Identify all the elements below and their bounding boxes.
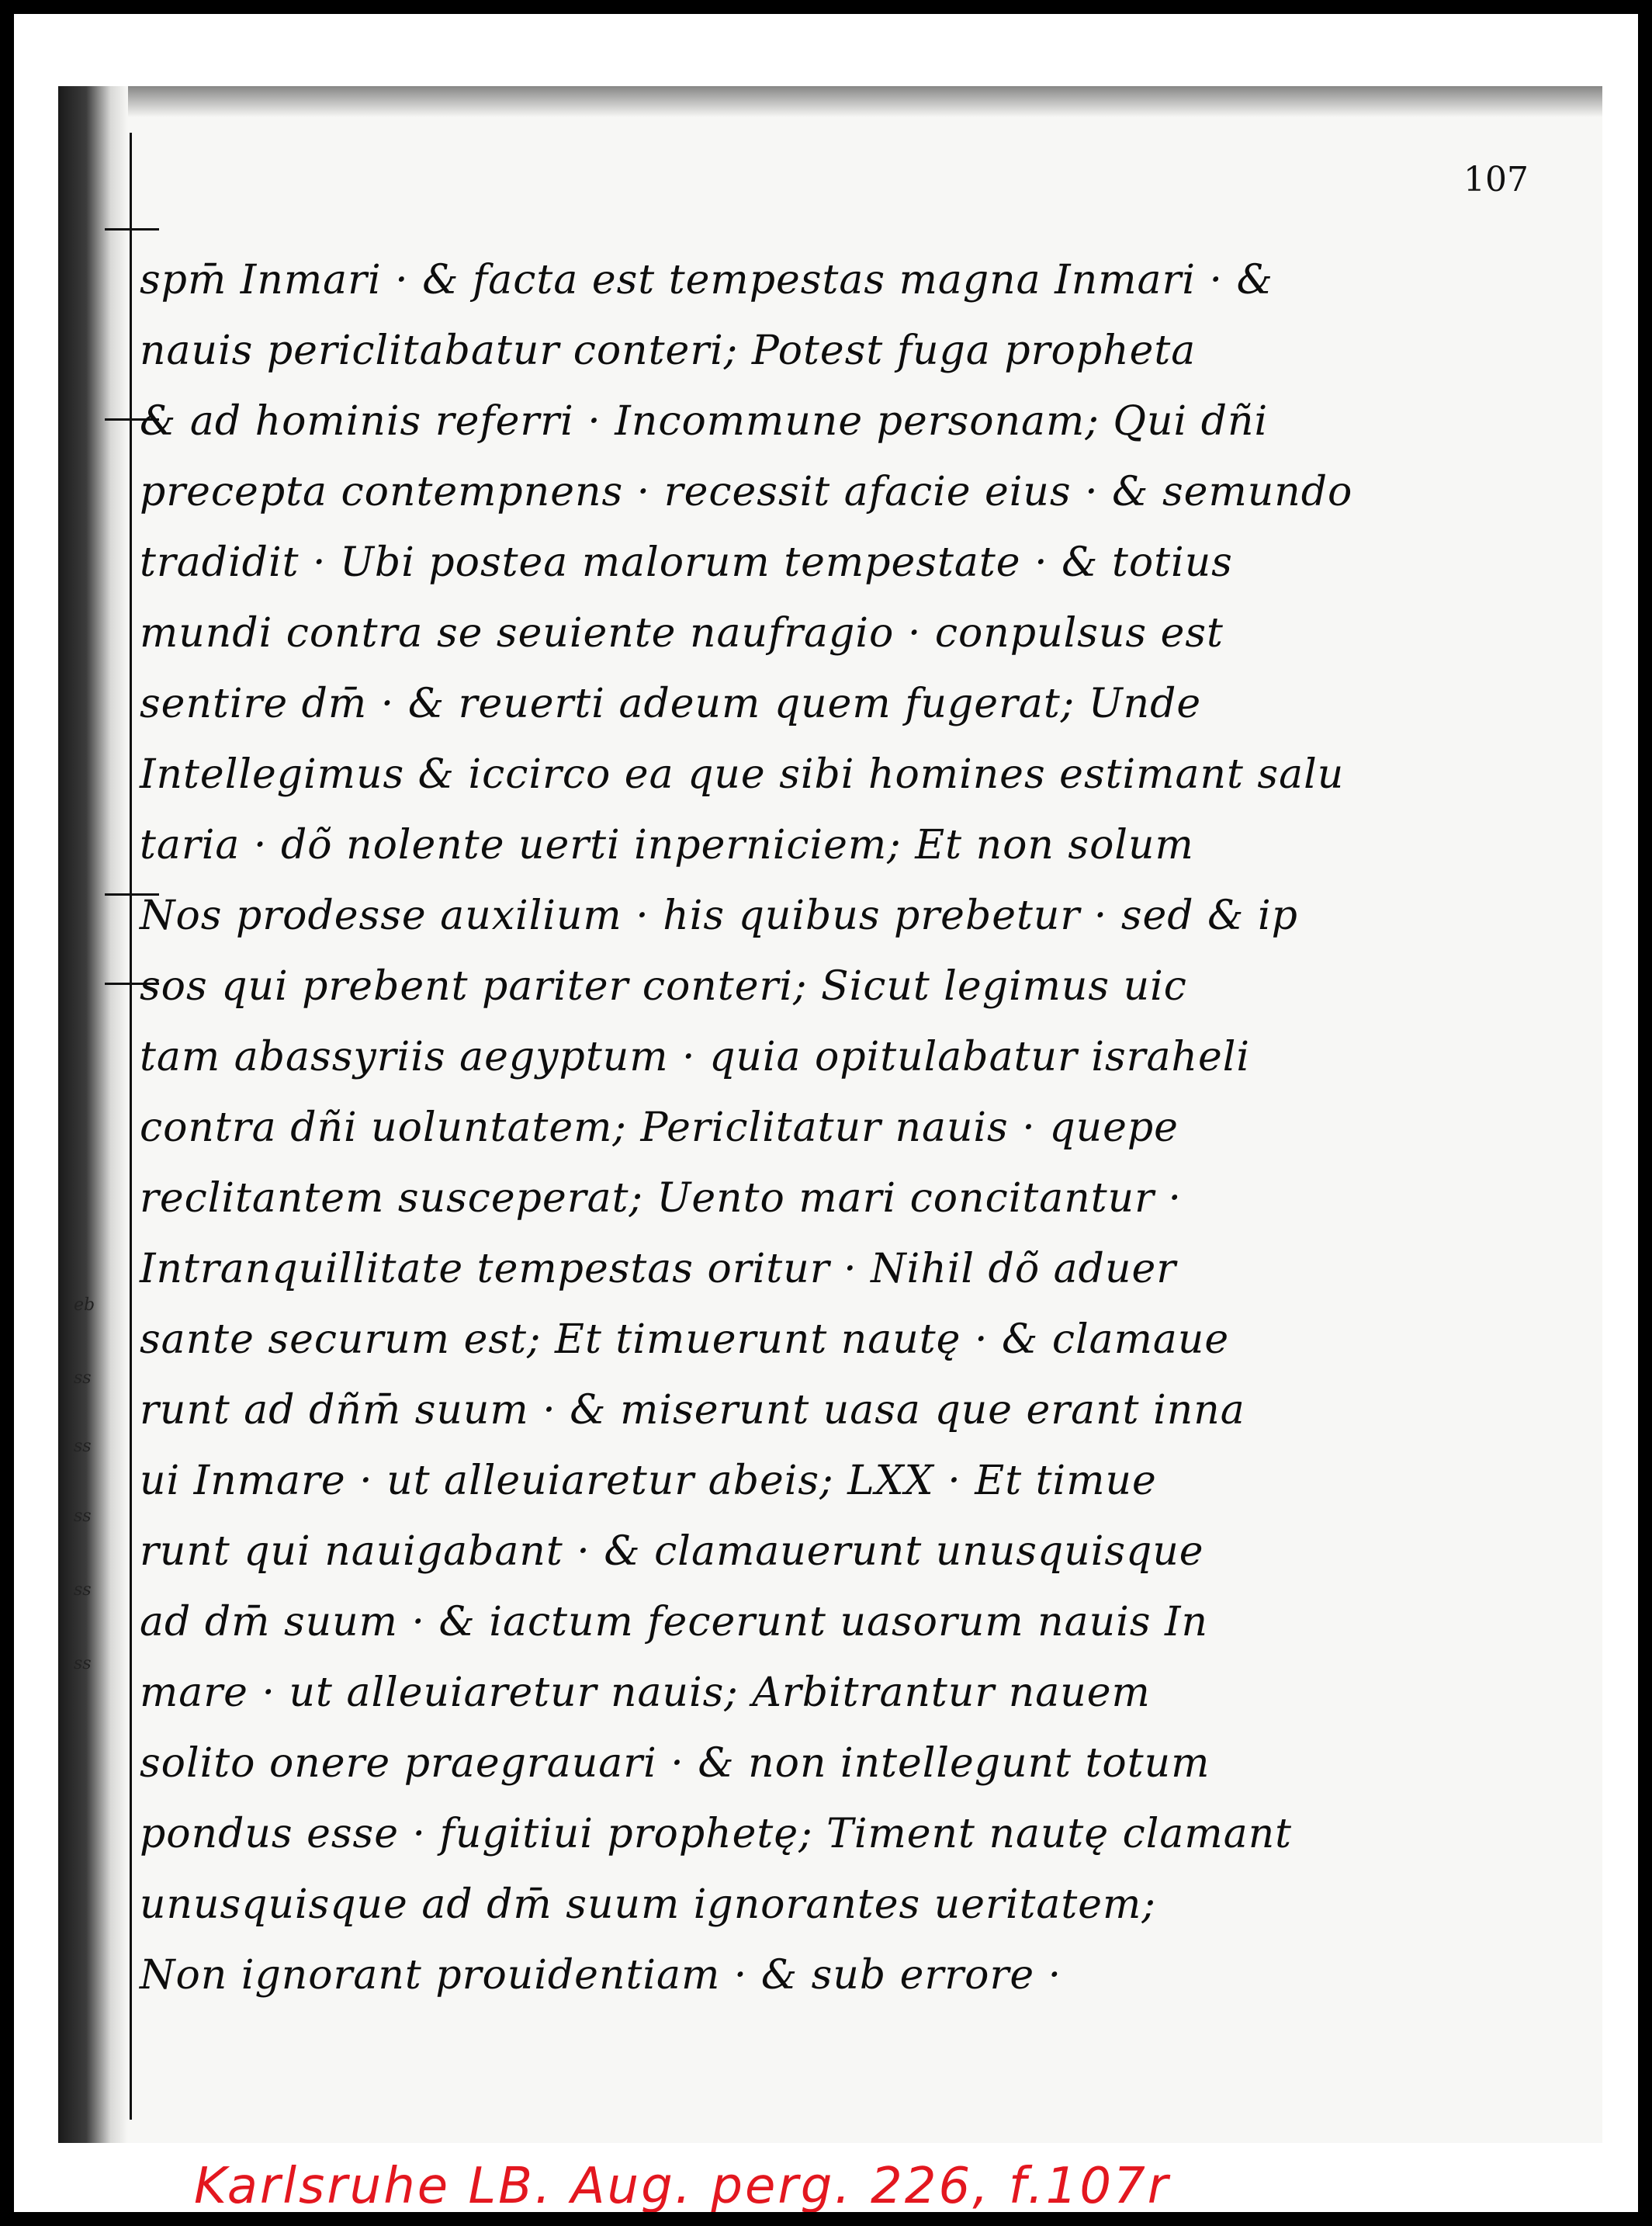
manuscript-line: precepta contempnens · recessit afacie eius · & semundo [140,469,1353,515]
manuscript-line: taria · dõ nolente uerti inperniciem; Et non solum [140,822,1194,869]
manuscript-line: spm̄ Inmari · & facta est tempestas magna Inmari · & [140,257,1273,303]
folio-number: 107 [1463,160,1529,199]
manuscript-line: solito onere praegrauari · & non intellegunt totum [140,1740,1210,1787]
manuscript-scan [58,86,1602,2143]
manuscript-line: contra dñi uoluntatem; Periclitatur nauis · quepe [140,1104,1179,1151]
margin-mark: ss [74,1507,92,1526]
manuscript-line: ui Inmare · ut alleuiaretur abeis; LXX · Et timue [140,1458,1157,1504]
manuscript-line: ad dm̄ suum · & iactum fecerunt uasorum nauis In [140,1599,1209,1645]
margin-mark: eb [74,1295,95,1315]
binding-gutter [58,86,128,2143]
margin-mark: ss [74,1654,92,1673]
manuscript-line: unusquisque ad dm̄ suum ignorantes ueritatem; [140,1881,1156,1928]
manuscript-line: Intranquillitate tempestas oritur · Nihil dõ aduer [140,1246,1177,1292]
margin-mark: ss [74,1368,92,1388]
manuscript-line: sentire dm̄ · & reuerti adeum quem fugerat; Unde [140,681,1202,727]
manuscript-text [140,245,1529,2011]
margin-mark: ss [74,1437,92,1456]
margin-mark: ss [74,1580,92,1600]
manuscript-line: pondus esse · fugitiui prophetę; Timent nautę clamant [140,1811,1293,1857]
gutter-ruling-line [130,133,132,2120]
scan-top-shadow [58,86,1602,117]
manuscript-line: Intellegimus & iccirco ea que sibi homines estimant salu [140,751,1345,798]
manuscript-line: Nos prodesse auxilium · his quibus prebetur · sed & ip [140,893,1298,939]
manuscript-line: reclitantem susceperat; Uento mari concitantur · [140,1175,1183,1222]
pricking-mark [105,228,159,231]
shelfmark-caption: Karlsruhe LB. Aug. perg. 226, f.107r [194,2158,1171,2212]
manuscript-line: Non ignorant prouidentiam · & sub errore · [140,1952,1062,1999]
manuscript-line: tam abassyriis aegyptum · quia opitulabatur israheli [140,1034,1251,1080]
manuscript-line: sos qui prebent pariter conteri; Sicut legimus uic [140,963,1187,1010]
manuscript-line: mare · ut alleuiaretur nauis; Arbitrantur nauem [140,1670,1151,1716]
manuscript-line: nauis periclitabatur conteri; Potest fuga propheta [140,328,1197,374]
manuscript-line: sante securum est; Et timuerunt nautę · & clamaue [140,1316,1230,1363]
page-frame [14,14,1638,2212]
manuscript-line: & ad hominis referri · Incommune personam; Qui dñi [140,398,1269,445]
manuscript-line: runt qui nauigabant · & clamauerunt unusquisque [140,1528,1204,1575]
manuscript-line: mundi contra se seuiente naufragio · conpulsus est [140,610,1224,657]
manuscript-line: runt ad dñm̄ suum · & miserunt uasa que erant inna [140,1387,1245,1434]
manuscript-line: tradidit · Ubi postea malorum tempestate · & totius [140,539,1233,586]
